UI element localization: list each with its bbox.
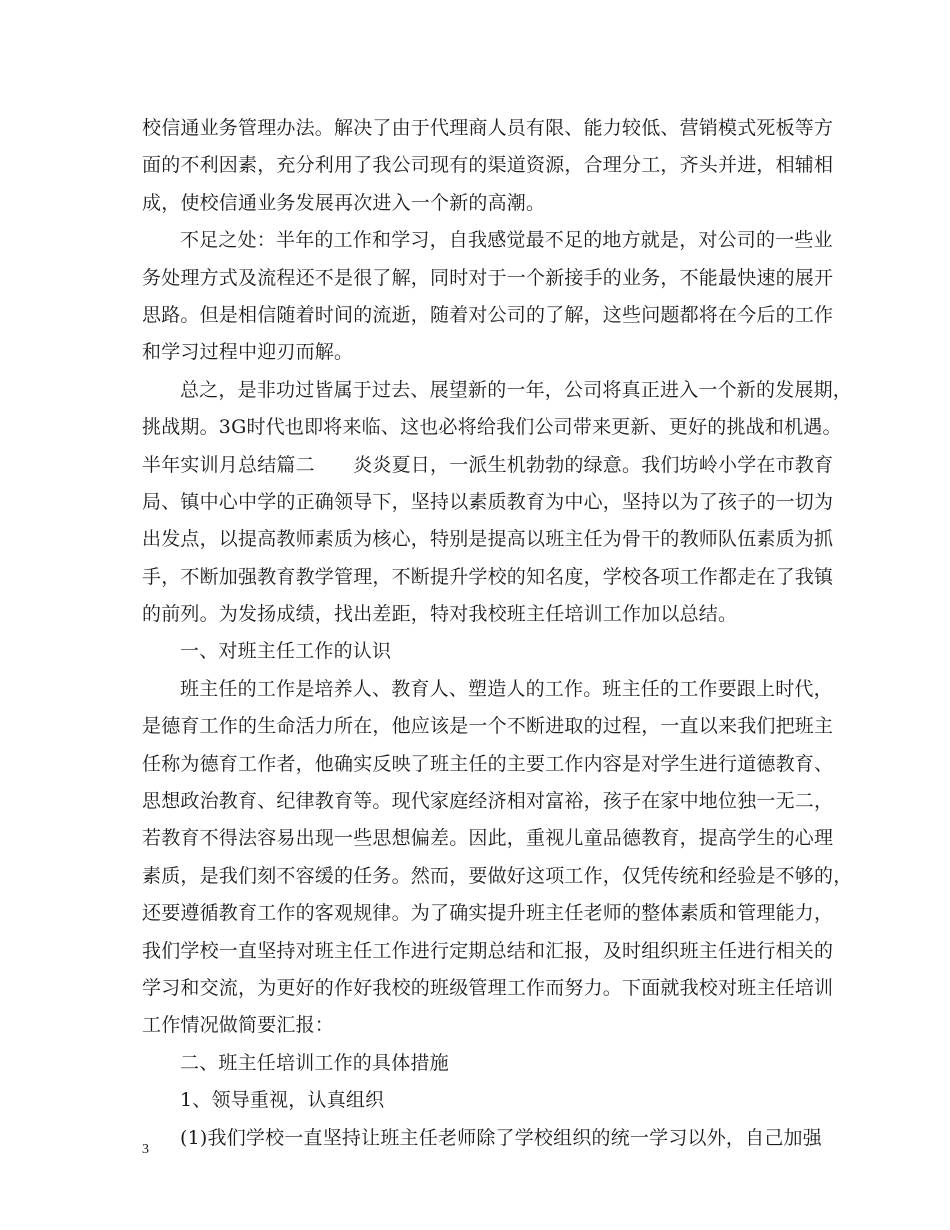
text-line: 1、领导重视，认真组织 [180,1089,385,1112]
text-line: 我们学校一直坚持对班主任工作进行定期总结和汇报，及时组织班主任进行相关的 [142,939,834,962]
text-line: 工作情况做简要汇报： [142,1014,335,1037]
text-line: 二、班主任培训工作的具体措施 [180,1051,449,1074]
page-number: 3 [142,1142,149,1157]
text-line: 思想政治教育、纪律教育等。现代家庭经济相对富裕，孩子在家中地位独一无二， [142,790,834,813]
text-line: 总之，是非功过皆属于过去、展望新的一年，公司将真正进入一个新的发展期， [180,378,853,401]
text-line: 局、镇中心中学的正确领导下，坚持以素质教育为中心，坚持以为了孩子的一切为 [142,490,834,513]
text-line: 若教育不得法容易出现一些思想偏差。因此，重视儿童品德教育，提高学生的心理 [142,827,834,850]
text-line: 素质，是我们刻不容缓的任务。然而，要做好这项工作，仅凭传统和经验是不够的， [142,864,853,887]
text-line: 思路。但是相信随着时间的流逝，随着对公司的了解，这些问题都将在今后的工作 [142,303,834,326]
text-line: 务处理方式及流程还不是很了解，同时对于一个新接手的业务，不能最快速的展开 [142,266,834,289]
text-line: 手，不断加强教育教学管理，不断提升学校的知名度，学校各项工作都走在了我镇 [142,565,834,588]
text-line: (1)我们学校一直坚持让班主任老师除了学校组织的统一学习以外，自己加强 [180,1126,822,1149]
text-line: 不足之处：半年的工作和学习，自我感觉最不足的地方就是，对公司的一些业 [180,229,833,252]
text-line: 任称为德育工作者，他确实反映了班主任的主要工作内容是对学生进行道德教育、 [142,752,834,775]
text-line: 班主任的工作是培养人、教育人、塑造人的工作。班主任的工作要跟上时代， [180,677,833,700]
text-line: 还要遵循教育工作的客观规律。为了确实提升班主任老师的整体素质和管理能力， [142,902,834,925]
text-line: 半年实训月总结篇二 炎炎夏日，一派生机勃勃的绿意。我们坊岭小学在市教育 [142,453,834,476]
text-line: 一、对班主任工作的认识 [180,640,392,663]
text-line: 学习和交流，为更好的作好我校的班级管理工作而努力。下面就我校对班主任培训 [142,976,834,999]
text-line: 的前列。为发扬成绩，找出差距，特对我校班主任培训工作加以总结。 [142,603,738,626]
document-body [142,110,853,1157]
text-line: 和学习过程中迎刃而解。 [142,341,354,364]
text-line: 成，使校信通业务发展再次进入一个新的高潮。 [142,191,546,214]
text-line: 校信通业务管理办法。解决了由于代理商人员有限、能力较低、营销模式死板等方 [142,117,834,139]
text-line: 是德育工作的生命活力所在，他应该是一个不断进取的过程，一直以来我们把班主 [142,715,834,738]
text-line: 挑战期。3G时代也即将来临、这也必将给我们公司带来更新、更好的挑战和机遇。 [142,416,842,439]
text-line: 出发点，以提高教师素质为核心，特别是提高以班主任为骨干的教师队伍素质为抓 [142,528,834,551]
text-line: 面的不利因素，充分利用了我公司现有的渠道资源，合理分工，齐头并进，相辅相 [142,154,834,177]
